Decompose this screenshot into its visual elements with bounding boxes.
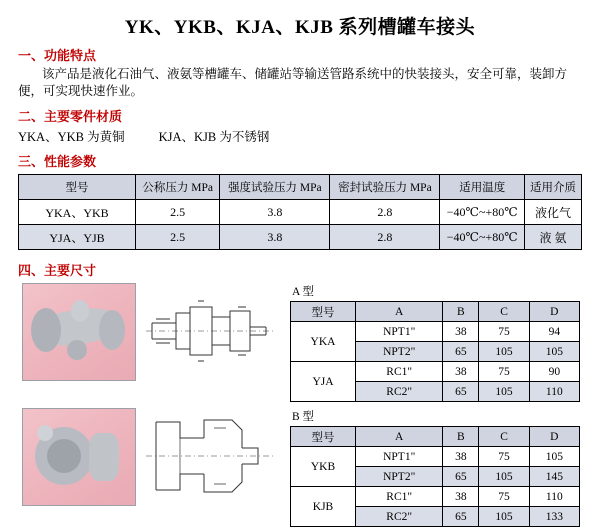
perf-r1-c4: −40℃~+80℃ xyxy=(440,225,525,250)
material-line-a: YKA、YKB 为黄铜 xyxy=(18,130,125,144)
dim-table-a-wrap xyxy=(290,283,600,402)
dim-a-header-4: D xyxy=(529,302,579,322)
dim-a-header-0: 型号 xyxy=(291,302,356,322)
dim-b-header-0: 型号 xyxy=(291,427,356,447)
perf-r0-c1: 2.5 xyxy=(136,200,220,225)
perf-r1-c0: YJA、YJB xyxy=(19,225,136,250)
dim-b-r2-c2: 38 xyxy=(443,487,479,507)
dim-b-header-4: D xyxy=(529,427,579,447)
dim-a-header-3: C xyxy=(479,302,529,322)
material-lines xyxy=(18,127,600,145)
dim-a-r1-c2: 65 xyxy=(443,342,479,362)
performance-heading: 三、性能参数 xyxy=(18,154,97,169)
perf-r1-c3: 2.8 xyxy=(330,225,440,250)
dim-b-r2-c3: 75 xyxy=(479,487,529,507)
dim-b-r1-c3: 105 xyxy=(479,467,529,487)
table-row xyxy=(291,487,580,507)
dim-b-r3-c4: 133 xyxy=(529,507,579,527)
features-heading: 一、功能特点 xyxy=(18,48,97,63)
dim-a-r0-c2: 38 xyxy=(443,322,479,342)
dim-b-r3-c2: 65 xyxy=(443,507,479,527)
dim-b-body xyxy=(291,447,580,527)
product-photo-b xyxy=(22,408,136,506)
perf-header-5: 适用介质 xyxy=(525,175,582,200)
dim-a-model-1: YJA xyxy=(291,362,356,402)
table-row xyxy=(19,200,582,225)
product-photo-a xyxy=(22,283,136,381)
features-text: 该产品是液化石油气、液氨等槽罐车、储罐站等输送管路系统中的快装接头，安全可靠，装卸方便，可实现快速作业。 xyxy=(18,67,568,98)
table-row xyxy=(291,447,580,467)
drawing-b-svg xyxy=(146,408,274,504)
dim-a-r2-c4: 90 xyxy=(529,362,579,382)
technical-drawing-b xyxy=(146,408,274,504)
dim-a-header-1: A xyxy=(356,302,443,322)
dim-a-r3-c1: RC2" xyxy=(356,382,443,402)
drawing-a-svg xyxy=(146,283,274,379)
dim-b-r0-c4: 105 xyxy=(529,447,579,467)
perf-r0-c5: 液化气 xyxy=(525,200,582,225)
table-header-row xyxy=(19,175,582,200)
table-header-row xyxy=(291,302,580,322)
dim-a-r0-c4: 94 xyxy=(529,322,579,342)
dim-a-r2-c1: RC1" xyxy=(356,362,443,382)
dim-a-r3-c2: 65 xyxy=(443,382,479,402)
perf-r0-c2: 3.8 xyxy=(220,200,330,225)
dim-b-model-1: KJB xyxy=(291,487,356,527)
perf-header-2: 强度试验压力 MPa xyxy=(220,175,330,200)
dim-b-head xyxy=(291,427,580,447)
dim-b-model-0: YKB xyxy=(291,447,356,487)
dim-a-r0-c3: 75 xyxy=(479,322,529,342)
performance-table-head xyxy=(19,175,582,200)
figures-area xyxy=(0,283,600,527)
perf-r0-c0: YKA、YKB xyxy=(19,200,136,225)
material-line-b: KJA、KJB 为不锈钢 xyxy=(158,130,270,144)
document-page xyxy=(0,12,600,528)
material-heading: 二、主要零件材质 xyxy=(18,109,123,124)
perf-header-1: 公称压力 MPa xyxy=(136,175,220,200)
technical-drawing-a xyxy=(146,283,274,379)
dim-a-body xyxy=(291,322,580,402)
perf-r1-c2: 3.8 xyxy=(220,225,330,250)
figure-row-b xyxy=(0,408,600,527)
dim-b-r2-c1: RC1" xyxy=(356,487,443,507)
perf-header-3: 密封试验压力 MPa xyxy=(330,175,440,200)
page-title: YK、YKB、KJA、KJB 系列槽罐车接头 xyxy=(124,17,476,38)
dim-a-r3-c4: 110 xyxy=(529,382,579,402)
dim-b-header-1: A xyxy=(356,427,443,447)
perf-r0-c4: −40℃~+80℃ xyxy=(440,200,525,225)
dim-b-r0-c2: 38 xyxy=(443,447,479,467)
table-row xyxy=(19,225,582,250)
dim-b-header-3: C xyxy=(479,427,529,447)
perf-r1-c5: 液 氨 xyxy=(525,225,582,250)
performance-table xyxy=(18,174,582,250)
dim-b-r1-c2: 65 xyxy=(443,467,479,487)
dim-b-r3-c3: 105 xyxy=(479,507,529,527)
dim-b-r0-c1: NPT1" xyxy=(356,447,443,467)
dim-table-b-wrap xyxy=(290,408,600,527)
dim-a-head xyxy=(291,302,580,322)
dimension-heading: 四、主要尺寸 xyxy=(18,263,97,278)
dim-a-model-0: YKA xyxy=(291,322,356,362)
table-header-row xyxy=(291,427,580,447)
figure-row-a xyxy=(0,283,600,402)
perf-header-0: 型号 xyxy=(19,175,136,200)
dim-table-a-label: A 型 xyxy=(292,286,315,298)
table-row xyxy=(291,362,580,382)
perf-r1-c1: 2.5 xyxy=(136,225,220,250)
dim-b-r1-c4: 145 xyxy=(529,467,579,487)
dim-a-r2-c2: 38 xyxy=(443,362,479,382)
dim-a-r0-c1: NPT1" xyxy=(356,322,443,342)
dim-b-r1-c1: NPT2" xyxy=(356,467,443,487)
dim-a-r1-c4: 105 xyxy=(529,342,579,362)
dim-a-r2-c3: 75 xyxy=(479,362,529,382)
perf-header-4: 适用温度 xyxy=(440,175,525,200)
dim-table-b-label: B 型 xyxy=(292,411,315,423)
dim-b-r2-c4: 110 xyxy=(529,487,579,507)
dim-a-r1-c3: 105 xyxy=(479,342,529,362)
performance-table-body xyxy=(19,200,582,250)
dim-b-header-2: B xyxy=(443,427,479,447)
table-row xyxy=(291,322,580,342)
dim-b-r0-c3: 75 xyxy=(479,447,529,467)
perf-r0-c3: 2.8 xyxy=(330,200,440,225)
dim-a-r1-c1: NPT2" xyxy=(356,342,443,362)
dim-a-header-2: B xyxy=(443,302,479,322)
dim-a-r3-c3: 105 xyxy=(479,382,529,402)
dimension-table-a xyxy=(290,301,580,402)
dim-b-r3-c1: RC2" xyxy=(356,507,443,527)
dimension-table-b xyxy=(290,426,580,527)
